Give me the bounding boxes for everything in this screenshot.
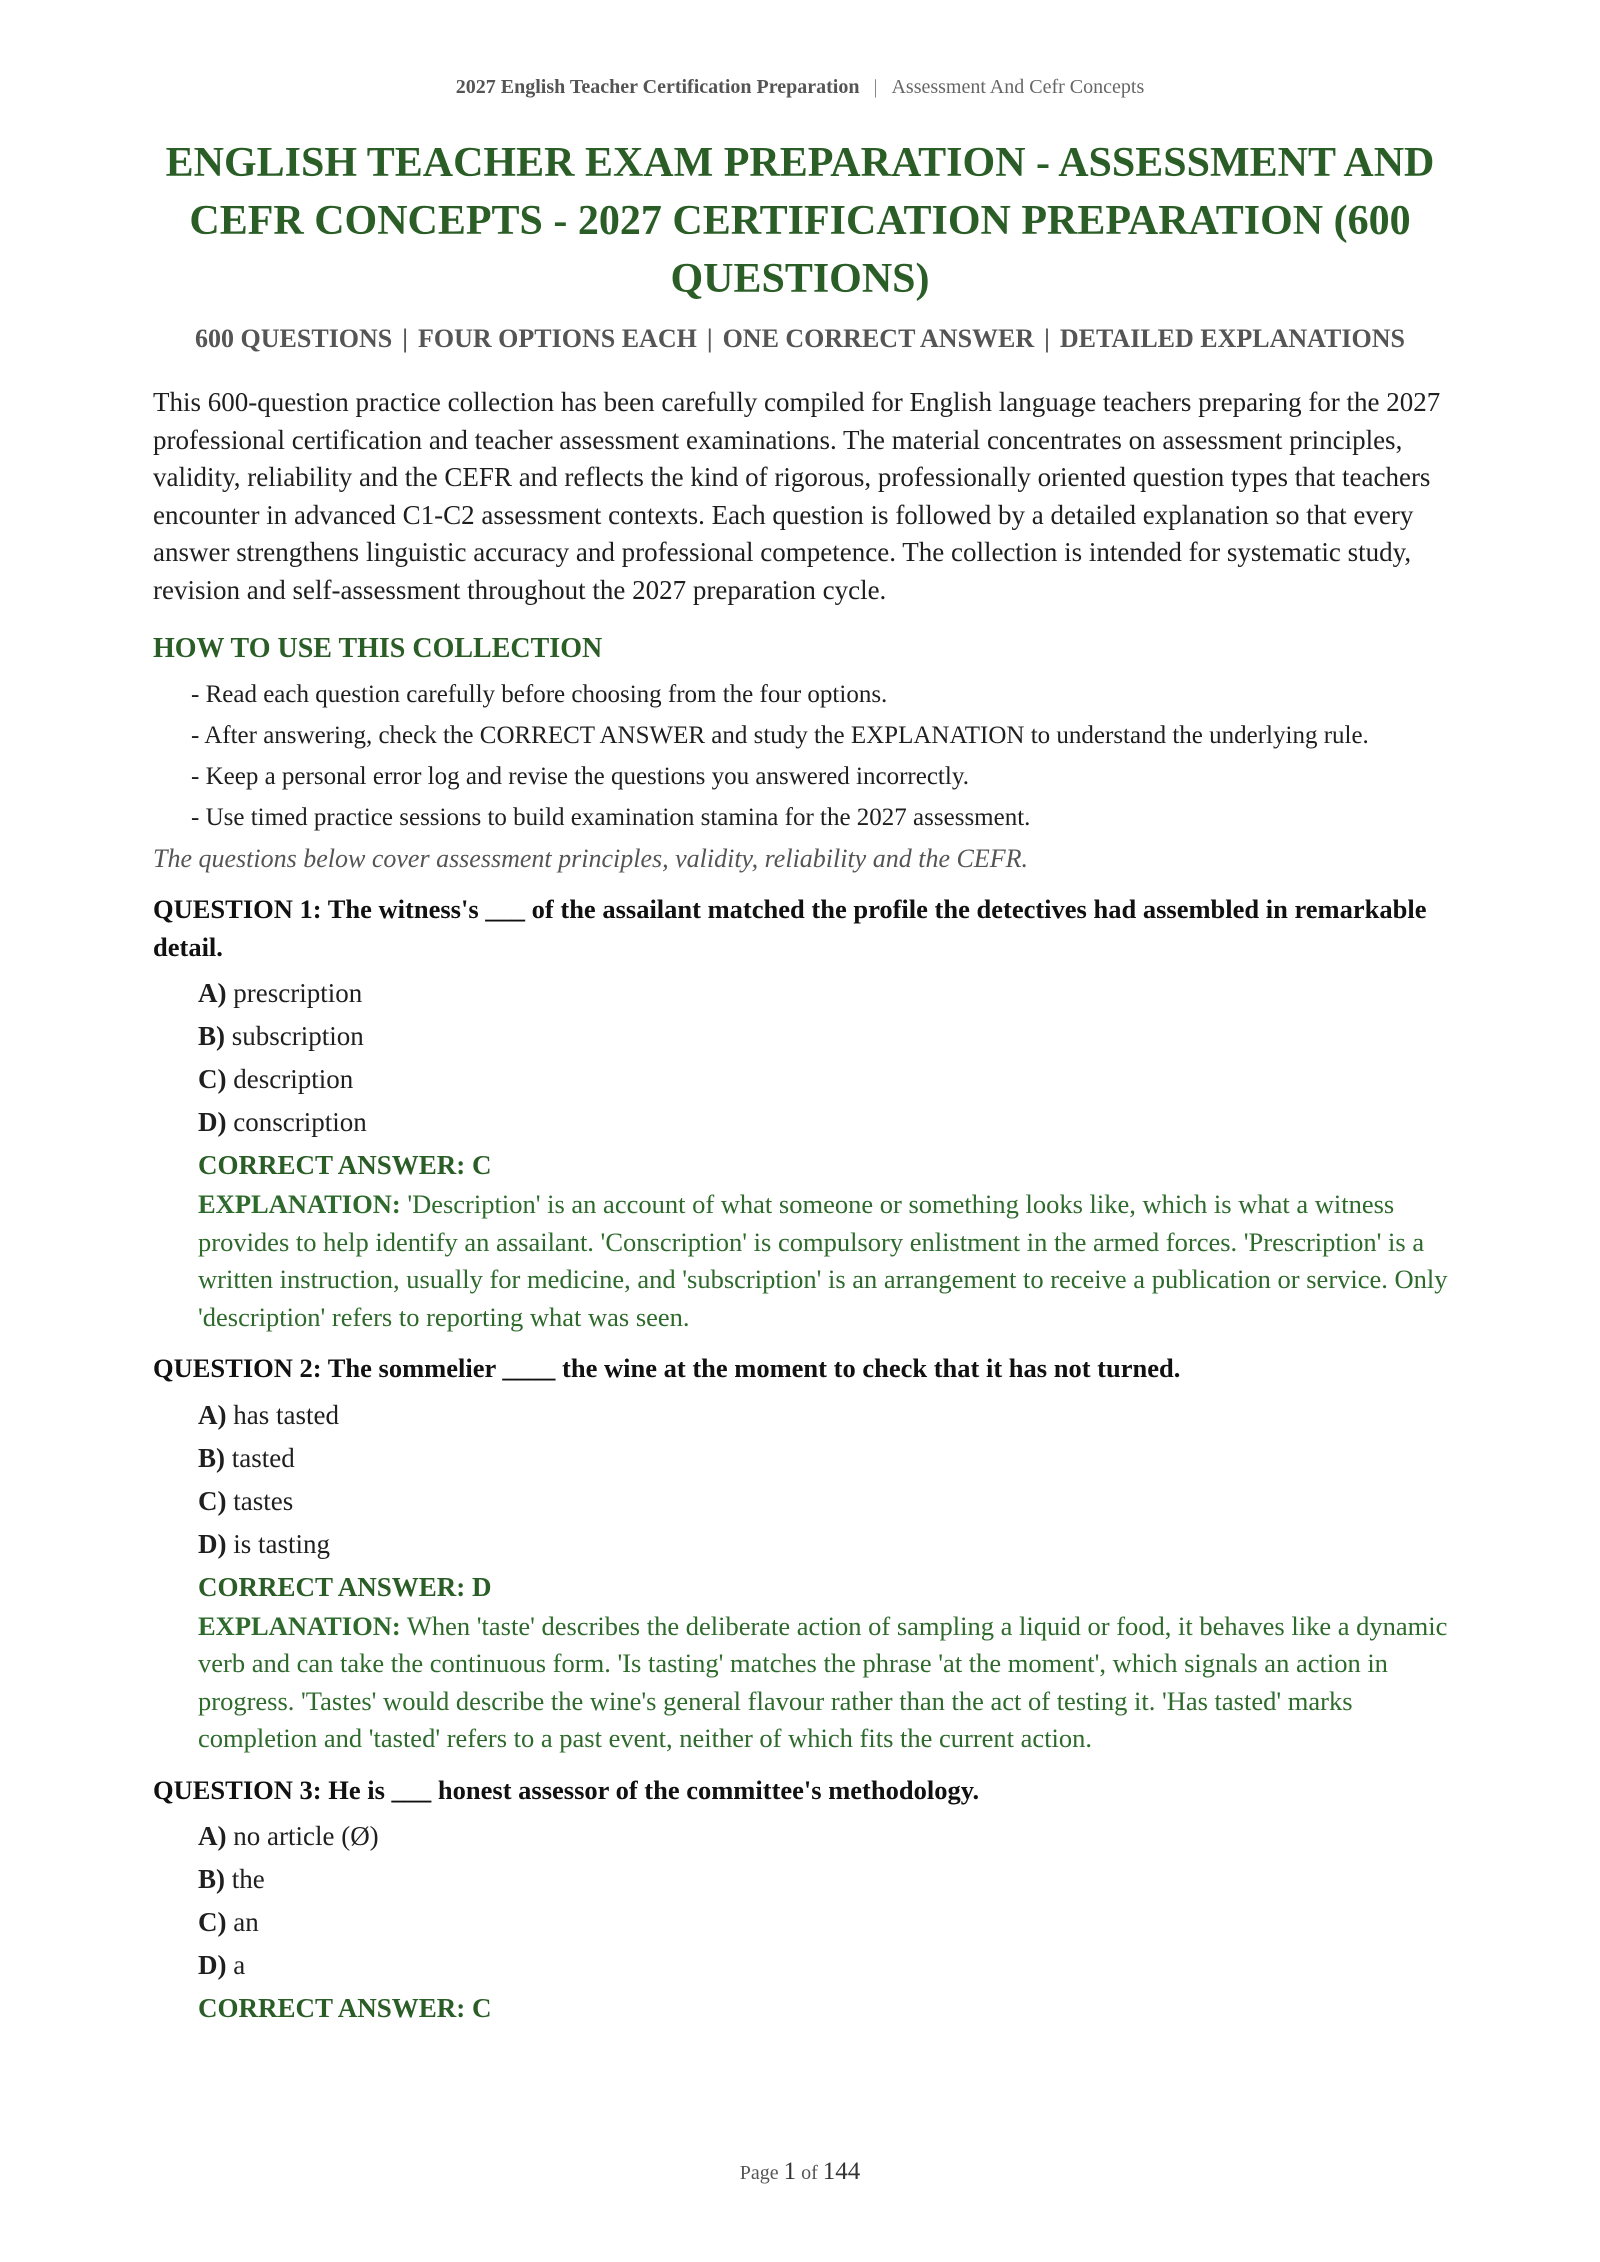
option-letter: B)	[198, 1864, 225, 1894]
option-a	[198, 1394, 1453, 1437]
option-letter: C)	[198, 1064, 227, 1094]
explanation-label: EXPLANATION:	[198, 1610, 401, 1641]
header-topic: Assessment And Cefr Concepts	[891, 76, 1145, 98]
option-text: tastes	[233, 1485, 294, 1516]
option-text: conscription	[233, 1107, 367, 1137]
main-content	[153, 384, 1453, 2043]
option-d	[198, 1523, 1453, 1566]
current-page-number: 1	[783, 2158, 797, 2185]
header-series-title: 2027 English Teacher Certification Preparation	[455, 76, 860, 98]
subtitle-part: ONE CORRECT ANSWER	[722, 324, 1035, 353]
option-text: subscription	[231, 1021, 364, 1051]
subtitle-separator: |	[706, 324, 713, 353]
option-c	[198, 1058, 1453, 1101]
option-a	[198, 972, 1453, 1015]
option-b	[198, 1858, 1453, 1901]
intro-paragraph: This 600-question practice collection has been carefully compiled for English language teachers preparing for the 2027 professional certification and teacher assessment examinations. The material concentrates on assessment principles, validity, reliability and the CEFR and reflects the kind of rigorous, professionally oriented question types that teachers encounter in advanced C1-C2 assessment contexts. Each question is followed by a detailed explanation so that every answer strengthens linguistic accuracy and professional competence. The collection is intended for systematic study, revision and self-assessment throughout the 2027 preparation cycle.	[153, 387, 1441, 605]
option-text: an	[233, 1907, 259, 1937]
running-header	[0, 76, 1600, 99]
question-stem: QUESTION 1: The witness's ___ of the assailant matched the profile the detectives had assembled in remarkable detail.	[153, 894, 1427, 962]
option-text: has tasted	[233, 1399, 339, 1430]
option-letter: C)	[198, 1485, 227, 1516]
option-text: is tasting	[233, 1528, 331, 1559]
option-text: the	[231, 1864, 265, 1894]
option-a	[198, 1815, 1453, 1858]
option-list	[153, 972, 1453, 1144]
option-letter: D)	[198, 1107, 227, 1137]
question-stem: QUESTION 2: The sommelier ____ the wine at the moment to check that it has not turned.	[153, 1353, 1181, 1383]
option-letter: B)	[198, 1442, 225, 1473]
coverage-note: The questions below cover assessment principles, validity, reliability and the CEFR.	[153, 844, 1028, 873]
correct-answer: CORRECT ANSWER: D	[198, 1571, 492, 1602]
header-separator: |	[873, 76, 878, 98]
how-to-list	[153, 677, 1453, 836]
option-letter: D)	[198, 1528, 227, 1559]
question-1	[153, 891, 1453, 1336]
question-2	[153, 1350, 1453, 1758]
how-to-item: - Read each question carefully before choosing from the four options.	[191, 681, 888, 708]
subtitle-part: DETAILED EXPLANATIONS	[1059, 324, 1405, 353]
question-stem: QUESTION 3: He is ___ honest assessor of the committee's methodology.	[153, 1774, 980, 1805]
page-label: Page	[739, 2162, 779, 2184]
subtitle-separator: |	[1044, 324, 1050, 353]
explanation-label: EXPLANATION:	[198, 1189, 401, 1219]
option-c	[198, 1480, 1453, 1523]
document-subtitle	[100, 322, 1500, 356]
option-list	[153, 1394, 1453, 1566]
option-text: a	[233, 1950, 246, 1980]
option-text: prescription	[233, 978, 363, 1008]
subtitle-part: FOUR OPTIONS EACH	[418, 324, 697, 353]
explanation	[198, 1186, 1453, 1336]
subtitle-separator: |	[402, 324, 409, 353]
how-to-item: - After answering, check the CORRECT ANSWER and study the EXPLANATION to understand the underlying rule.	[191, 722, 1369, 749]
correct-answer: CORRECT ANSWER: C	[198, 1993, 492, 2023]
document-title: ENGLISH TEACHER EXAM PREPARATION - ASSESSMENT AND CEFR CONCEPTS - 2027 CERTIFICATION PREPARATION (600 QUESTIONS)	[165, 140, 1435, 302]
option-letter: D)	[198, 1950, 227, 1980]
option-c	[198, 1901, 1453, 1944]
option-d	[198, 1944, 1453, 1987]
option-b	[198, 1437, 1453, 1480]
how-to-item: - Use timed practice sessions to build examination stamina for the 2027 assessment.	[191, 804, 1031, 831]
explanation	[198, 1608, 1453, 1758]
option-text: description	[233, 1064, 354, 1094]
how-to-heading: HOW TO USE THIS COLLECTION	[153, 633, 603, 664]
explanation-text: 'Description' is an account of what someone or something looks like, which is what a witness provides to help identify an assailant. 'Conscription' is compulsory enlistment in the armed forces. 'Prescription' is a written instruction, usually for medicine, and 'subscription' is an arrangement to receive a publication or service. Only 'description' refers to reporting what was seen.	[198, 1189, 1448, 1332]
option-d	[198, 1101, 1453, 1144]
question-3	[153, 1772, 1453, 2030]
option-letter: A)	[198, 1821, 227, 1851]
total-pages: 144	[822, 2158, 861, 2185]
option-text: no article (Ø)	[233, 1821, 379, 1851]
page-footer	[0, 2158, 1600, 2186]
explanation-text: When 'taste' describes the deliberate action of sampling a liquid or food, it behaves like a dynamic verb and can take the continuous form. 'Is tasting' matches the phrase 'at the moment', which signals an action in progress. 'Tastes' would describe the wine's general flavour rather than the act of testing it. 'Has tasted' marks completion and 'tasted' refers to a past event, neither of which fits the current action.	[198, 1610, 1448, 1753]
subtitle-part: 600 QUESTIONS	[195, 324, 393, 353]
option-list	[153, 1815, 1453, 1987]
option-letter: A)	[198, 1399, 227, 1430]
option-letter: C)	[198, 1907, 227, 1937]
correct-answer: CORRECT ANSWER: C	[198, 1150, 492, 1180]
option-text: tasted	[231, 1442, 295, 1473]
option-b	[198, 1015, 1453, 1058]
option-letter: A)	[198, 978, 227, 1008]
of-label: of	[801, 2162, 818, 2184]
option-letter: B)	[198, 1021, 225, 1051]
how-to-item: - Keep a personal error log and revise the questions you answered incorrectly.	[191, 763, 969, 790]
